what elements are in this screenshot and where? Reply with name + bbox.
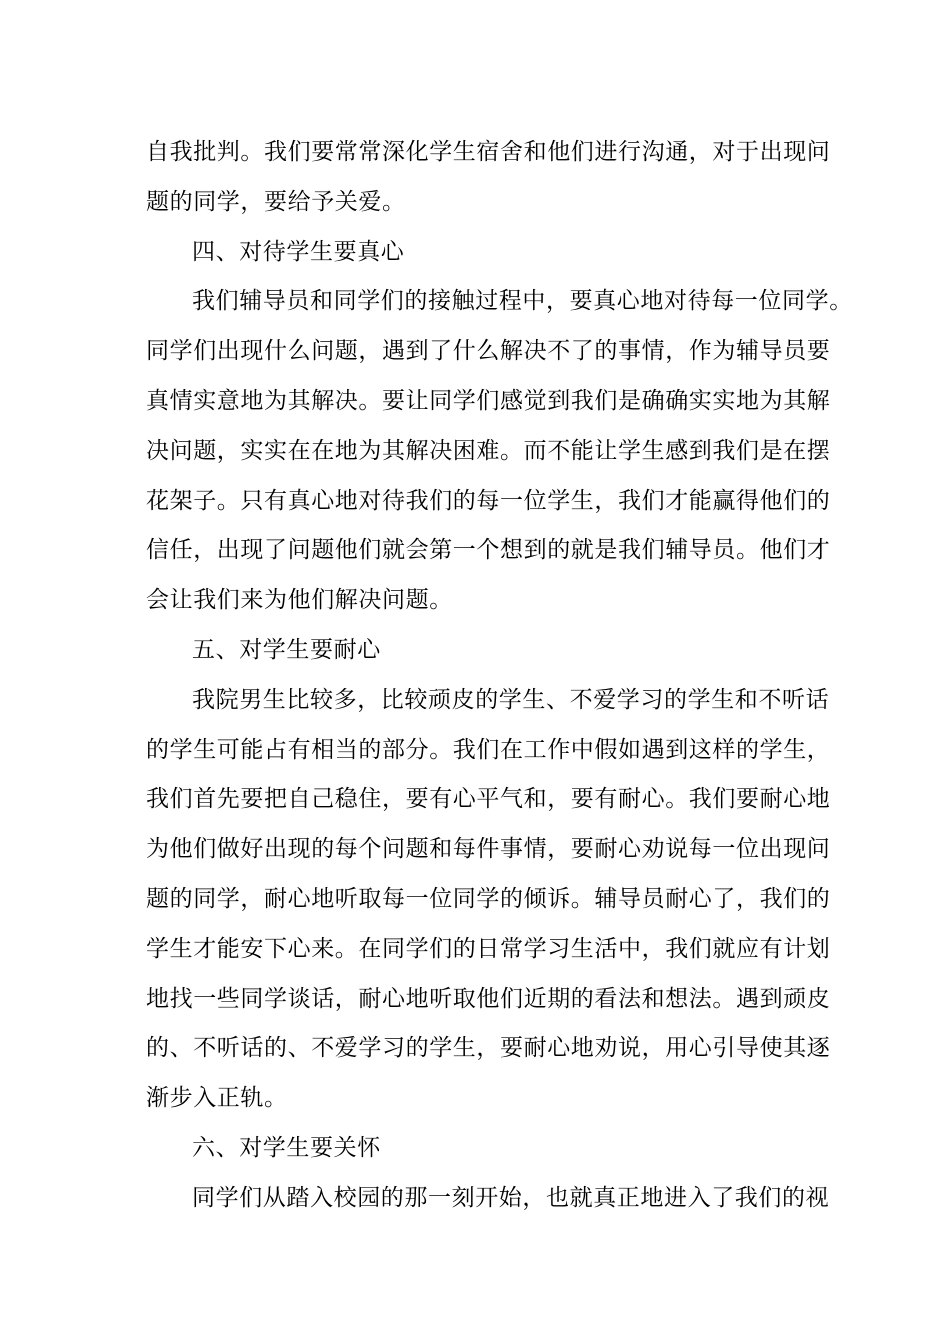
paragraph-line: 题的同学，耐心地听取每一位同学的倾诉。辅导员耐心了，我们的 [146, 885, 831, 912]
paragraph-line: 会让我们来为他们解决问题。 [146, 587, 453, 614]
paragraph-line: 的学生可能占有相当的部分。我们在工作中假如遇到这样的学生， [146, 736, 831, 763]
paragraph-line: 的、不听话的、不爱学习的学生，要耐心地劝说，用心引导使其逐 [146, 1035, 831, 1062]
paragraph-line: 题的同学，要给予关爱。 [146, 188, 406, 215]
paragraph-line: 渐步入正轨。 [146, 1085, 288, 1112]
paragraph-line: 信任，出现了问题他们就会第一个想到的就是我们辅导员。他们才 [146, 537, 831, 564]
paragraph-line: 我院男生比较多，比较顽皮的学生、不爱学习的学生和不听话 [192, 686, 830, 713]
paragraph-line: 同学们出现什么问题，遇到了什么解决不了的事情，作为辅导员要 [146, 338, 831, 365]
paragraph-line: 学生才能安下心来。在同学们的日常学习生活中，我们就应有计划 [146, 935, 831, 962]
section-heading: 五、对学生要耐心 [192, 636, 381, 663]
paragraph-line: 我们首先要把自己稳住，要有心平气和，要有耐心。我们要耐心地 [146, 786, 831, 813]
body-text [146, 128, 853, 1224]
section-heading: 六、对学生要关怀 [192, 1134, 381, 1161]
paragraph-line: 花架子。只有真心地对待我们的每一位学生，我们才能赢得他们的 [146, 487, 831, 514]
paragraph-line: 决问题，实实在在地为其解决困难。而不能让学生感到我们是在摆 [146, 437, 831, 464]
paragraph-line: 自我批判。我们要常常深化学生宿舍和他们进行沟通，对于出现问 [146, 139, 831, 165]
paragraph-line: 真情实意地为其解决。要让同学们感觉到我们是确确实实地为其解 [146, 387, 831, 414]
paragraph-line: 我们辅导员和同学们的接触过程中，要真心地对待每一位同学。 [192, 288, 853, 315]
paragraph-line: 地找一些同学谈话，耐心地听取他们近期的看法和想法。遇到顽皮 [146, 985, 831, 1012]
section-heading: 四、对待学生要真心 [192, 238, 405, 265]
paragraph-line: 同学们从踏入校园的那一刻开始，也就真正地进入了我们的视 [192, 1184, 830, 1211]
paragraph-line: 为他们做好出现的每个问题和每件事情，要耐心劝说每一位出现问 [146, 836, 831, 863]
